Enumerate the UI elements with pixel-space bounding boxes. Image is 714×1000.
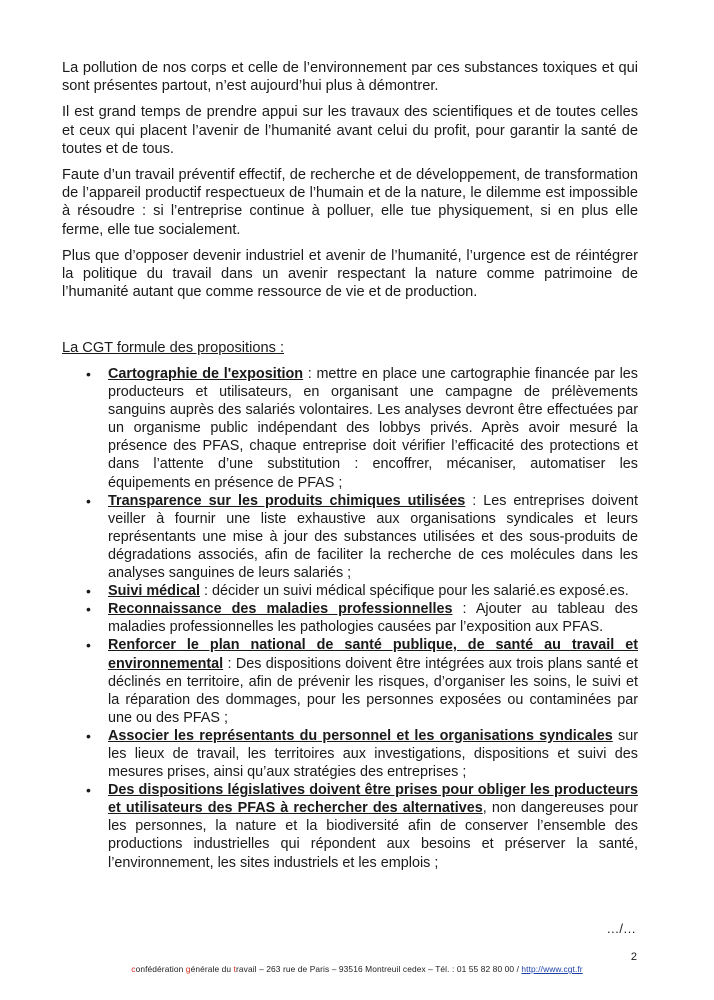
intro-paragraph: Plus que d’opposer devenir industriel et avenir de l’humanité, l’urgence est de réintégrer la politique du travail dans un avenir respectant la nature comme patrimoine de l’humanité autant que comme ressource de vie et de production. — [62, 247, 638, 301]
proposal-text: , non dangereuses pour les personnes, la nature et la biodiversité afin de conserver l’ensemble des productions industrielles qui répondent aux besoins et préserver la santé, l’environnement, les sites industriels et les emplois ; — [108, 800, 639, 871]
proposals-list — [80, 365, 638, 872]
footer — [0, 964, 714, 974]
list-item — [80, 365, 638, 492]
proposal-heading: Transparence sur les produits chimiques utilisées — [108, 492, 466, 509]
proposal-text: sur les lieux de travail, les territoires aux investigations, dispositions et suivi des mesures prises, ainsi qu’aux stratégies des entreprises ; — [108, 727, 638, 781]
bullet-icon: • — [86, 637, 91, 654]
bullet-icon: • — [86, 727, 91, 744]
list-item — [80, 582, 638, 600]
list-item — [80, 600, 638, 636]
intro-paragraph: Il est grand temps de prendre appui sur les travaux des scientifiques et de toutes celles et ceux qui placent l’avenir de l’humanité avant celui du profit, pour garantir la santé de toutes et de tous. — [62, 104, 638, 157]
bullet-icon: • — [86, 583, 91, 600]
section-title-text: La CGT formule des propositions — [62, 340, 276, 356]
footer-initial-c: c — [131, 964, 136, 974]
intro-paragraph: La pollution de nos corps et celle de l’environnement par ces substances toxiques et qui sont présentes partout, n’est aujourd’hui plus à démontrer. — [62, 60, 638, 95]
section-title — [62, 339, 284, 357]
proposal-heading: Reconnaissance des maladies professionnelles — [108, 601, 453, 618]
continuation-marker: …/… — [606, 921, 636, 936]
page-number: 2 — [630, 951, 637, 963]
bullet-icon: • — [86, 782, 91, 799]
list-item — [80, 781, 638, 871]
intro-text — [62, 59, 638, 309]
footer-text: énérale du — [190, 964, 234, 974]
footer-address: – 263 rue de Paris – 93516 Montreuil cedex – Tél. : 01 55 82 80 00 / — [256, 964, 522, 974]
list-item — [80, 636, 638, 726]
footer-website-link[interactable]: http://www.cgt.fr — [521, 964, 583, 974]
intro-paragraph: Faute d’un travail préventif effectif, de recherche et de développement, de transformation de l’appareil productif respectueux de l’humain et de la nature, le dilemme est impossible à résoudre : si l’entreprise continue à polluer, elle tue physiquement, si en plus elle ferme, elle tue socialement. — [62, 167, 638, 238]
section-title-colon: : — [275, 340, 284, 356]
proposal-heading: Des dispositions législatives doivent être prises pour obliger les producteurs et utilisateurs des PFAS à rechercher des alternatives — [108, 782, 638, 817]
proposal-heading: Associer les représentants du personnel et les organisations syndicales — [108, 727, 613, 744]
proposal-text: : Ajouter au tableau des maladies professionnelles les pathologies causées par l’exposition aux PFAS. — [108, 601, 638, 636]
footer-text: ravail — [236, 964, 257, 974]
bullet-icon: • — [86, 492, 91, 509]
footer-initial-g: g — [185, 964, 191, 974]
proposal-text: : mettre en place une cartographie financée par les producteurs et utilisateurs, en organisant une campagne de prélèvements sanguins auprès des salariés volontaires. Les analyses devront être effectuées par un organisme public indépendant des lobbys privés. Après avoir mesuré la présence des PFAS, chaque entreprise doit vérifier l’efficacité des protections et dans l’attente d’une substitution : encoffrer, mécaniser, automatiser les équipements en présence de PFAS ; — [108, 366, 638, 491]
list-item — [80, 727, 638, 781]
list-item — [80, 492, 638, 582]
proposal-text: : Des dispositions doivent être intégrées aux trois plans santé et déclinés en territoire, afin de prévenir les risques, d’organiser les soins, le suivi et la réparation des dommages, pour les personnes exposées ou contaminées par une ou des PFAS ; — [108, 655, 638, 726]
proposal-heading: Cartographie de l'exposition — [108, 366, 304, 382]
proposal-text: : Les entreprises doivent veiller à fournir une liste exhaustive aux organisations syndicales et leurs représentants une mise à jour des substances utilisées et des sous-produits de dégradations associés, afin de faciliter la recherche de ces molécules dans les analyses sanguines de leurs salariés ; — [108, 492, 638, 582]
proposal-heading: Suivi médical — [108, 583, 200, 600]
proposal-text: : décider un suivi médical spécifique pour les salarié.es exposé.es. — [199, 583, 629, 600]
bullet-icon: • — [86, 366, 91, 382]
footer-text: onfédération — [135, 964, 186, 974]
bullet-icon: • — [86, 601, 91, 618]
footer-initial-t: t — [233, 964, 237, 974]
proposal-heading: Renforcer le plan national de santé publique, de santé au travail et environnemental — [108, 637, 638, 672]
